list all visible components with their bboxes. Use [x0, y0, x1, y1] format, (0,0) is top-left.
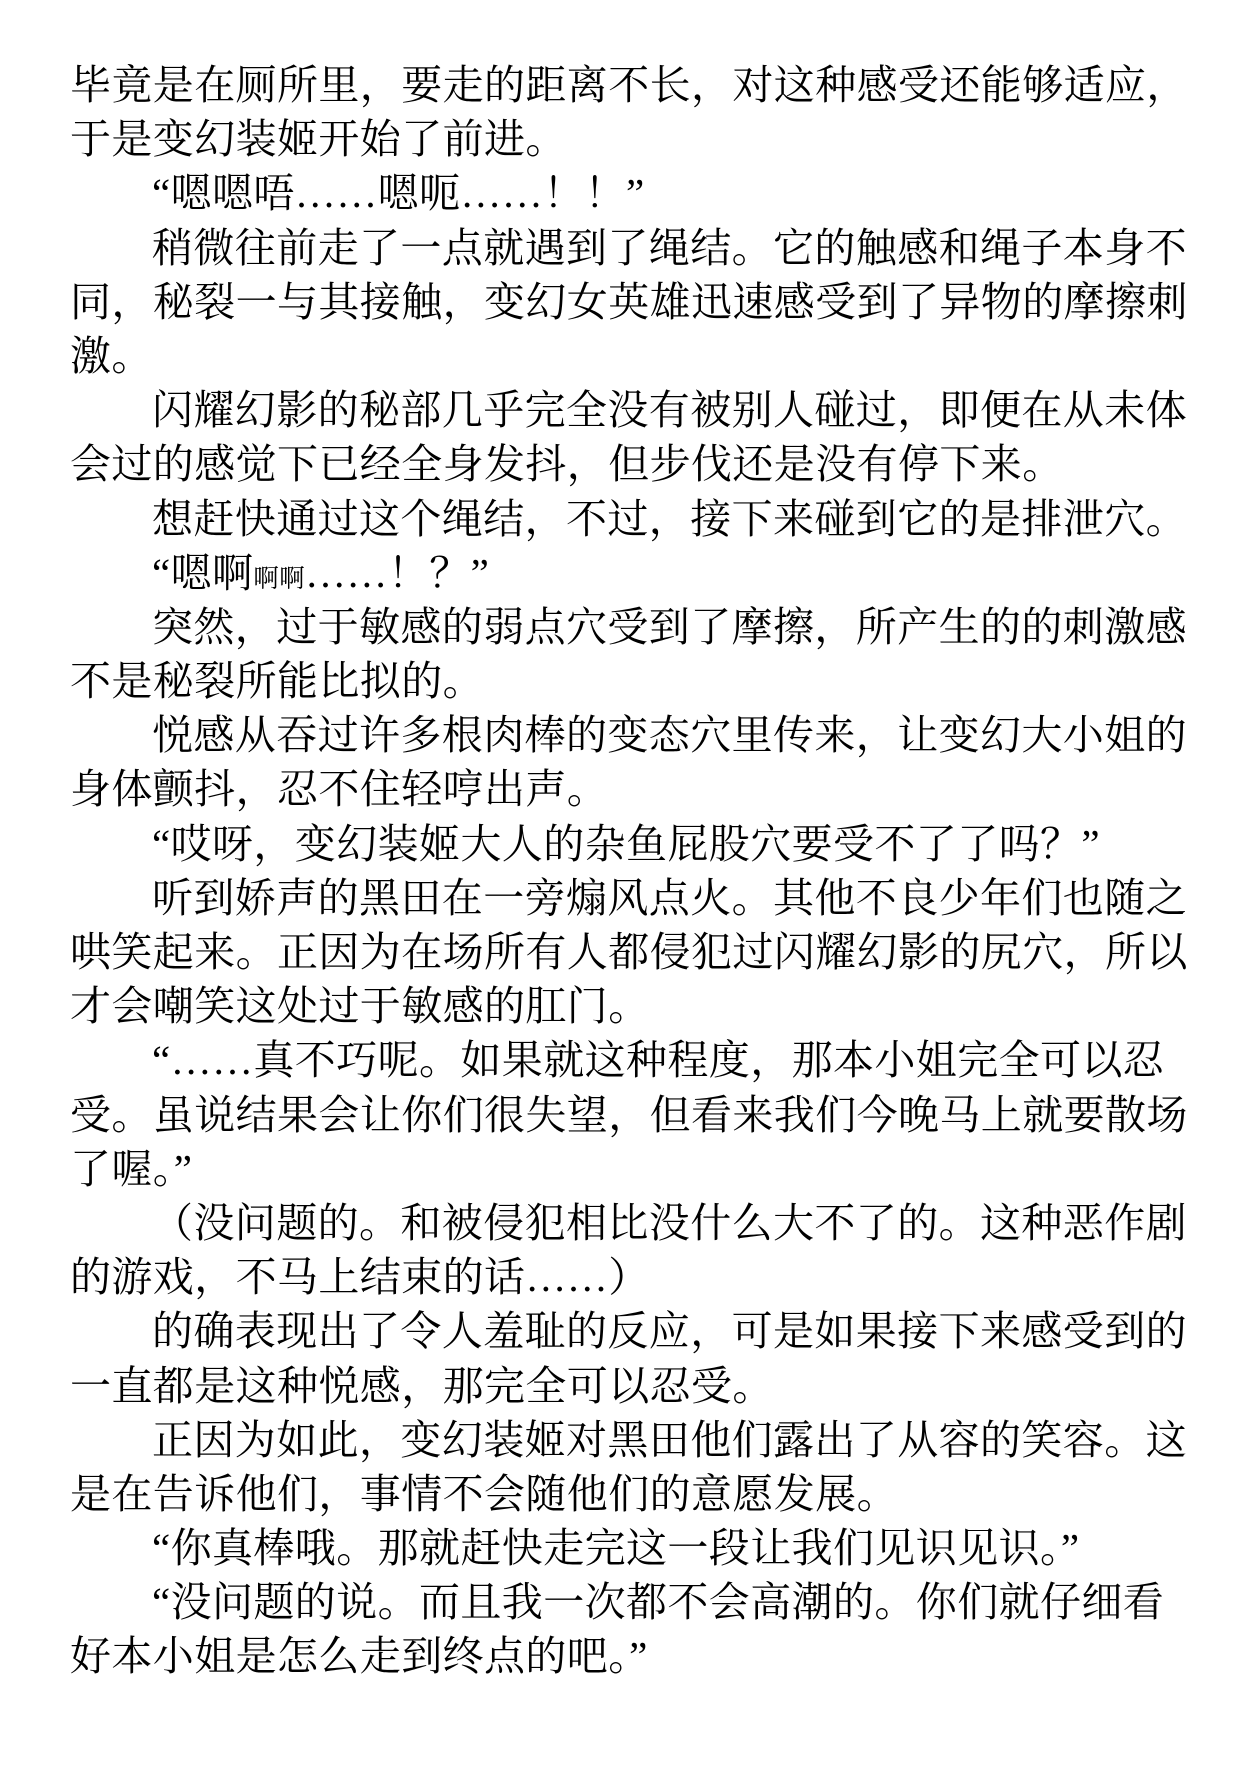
- text-line: 同，秘裂一与其接触，变幻女英雄迅速感受到了异物的摩擦刺: [70, 278, 1188, 325]
- text-line: 身体颤抖，忍不住轻哼出声。: [70, 766, 609, 813]
- text-line: “没问题的说。而且我一次都不会高潮的。你们就仔细看: [152, 1579, 1165, 1626]
- text-line: 哄笑起来。正因为在场所有人都侵犯过闪耀幻影的尻穴，所以: [70, 929, 1188, 975]
- text-line: 才会嘲笑这处过于敏感的肛门。: [70, 983, 650, 1030]
- text-segment: ……！？”: [305, 549, 490, 596]
- text-line: “嗯嗯唔……嗯呃……！！”: [152, 170, 645, 217]
- text-line: 正因为如此，变幻装姬对黑田他们露出了从容的笑容。这: [152, 1416, 1187, 1463]
- text-line: “哎呀，变幻装姬大人的杂鱼屁股穴要受不了了吗？”: [152, 820, 1100, 867]
- text-line: 好本小姐是怎么走到终点的吧。”: [70, 1633, 648, 1680]
- text-line: 突然，过于敏感的弱点穴受到了摩擦，所产生的的刺激感: [152, 603, 1187, 650]
- text-line: 了喔。”: [70, 1145, 193, 1192]
- text-line: 不是秘裂所能比拟的。: [70, 658, 484, 705]
- text-line: 的确表现出了令人羞耻的反应，可是如果接下来感受到的: [152, 1308, 1187, 1355]
- text-segment-small: 啊啊: [253, 564, 306, 593]
- text-block: [70, 58, 1194, 1684]
- text-line: 受。虽说结果会让你们很失望，但看来我们今晚马上就要散场: [70, 1091, 1188, 1138]
- text-segment: “嗯啊: [152, 549, 254, 596]
- text-line: 的游戏，不马上结束的话……）: [70, 1254, 650, 1301]
- text-line: 会过的感觉下已经全身发抖，但步伐还是没有停下来。: [70, 441, 1064, 488]
- text-line: “……真不巧呢。如果就这种程度，那本小姐完全可以忍: [152, 1037, 1165, 1084]
- text-line: 激。: [70, 332, 153, 379]
- text-line: 稍微往前走了一点就遇到了绳结。它的触感和绳子本身不: [152, 224, 1187, 271]
- text-line: 毕竟是在厕所里，要走的距离不长，对这种感受还能够适应，: [70, 62, 1188, 108]
- text-line: 是在告诉他们，事情不会随他们的意愿发展。: [70, 1470, 898, 1517]
- text-line: 听到娇声的黑田在一旁煽风点火。其他不良少年们也随之: [152, 874, 1187, 921]
- text-line: “你真棒哦。那就赶快走完这一段让我们见识见识。”: [152, 1525, 1080, 1572]
- text-line: 悦感从吞过许多根肉棒的变态穴里传来，让变幻大小姐的: [152, 712, 1187, 759]
- text-line: 一直都是这种悦感，那完全可以忍受。: [70, 1362, 774, 1409]
- text-line: 想赶快通过这个绳结，不过，接下来碰到它的是排泄穴。: [152, 495, 1187, 542]
- text-line: 闪耀幻影的秘部几乎完全没有被别人碰过，即便在从未体: [152, 387, 1187, 434]
- text-line: 于是变幻装姬开始了前进。: [70, 116, 567, 163]
- text-line: （没问题的。和被侵犯相比没什么大不了的。这种恶作剧: [152, 1199, 1187, 1246]
- text-line: [70, 546, 1194, 600]
